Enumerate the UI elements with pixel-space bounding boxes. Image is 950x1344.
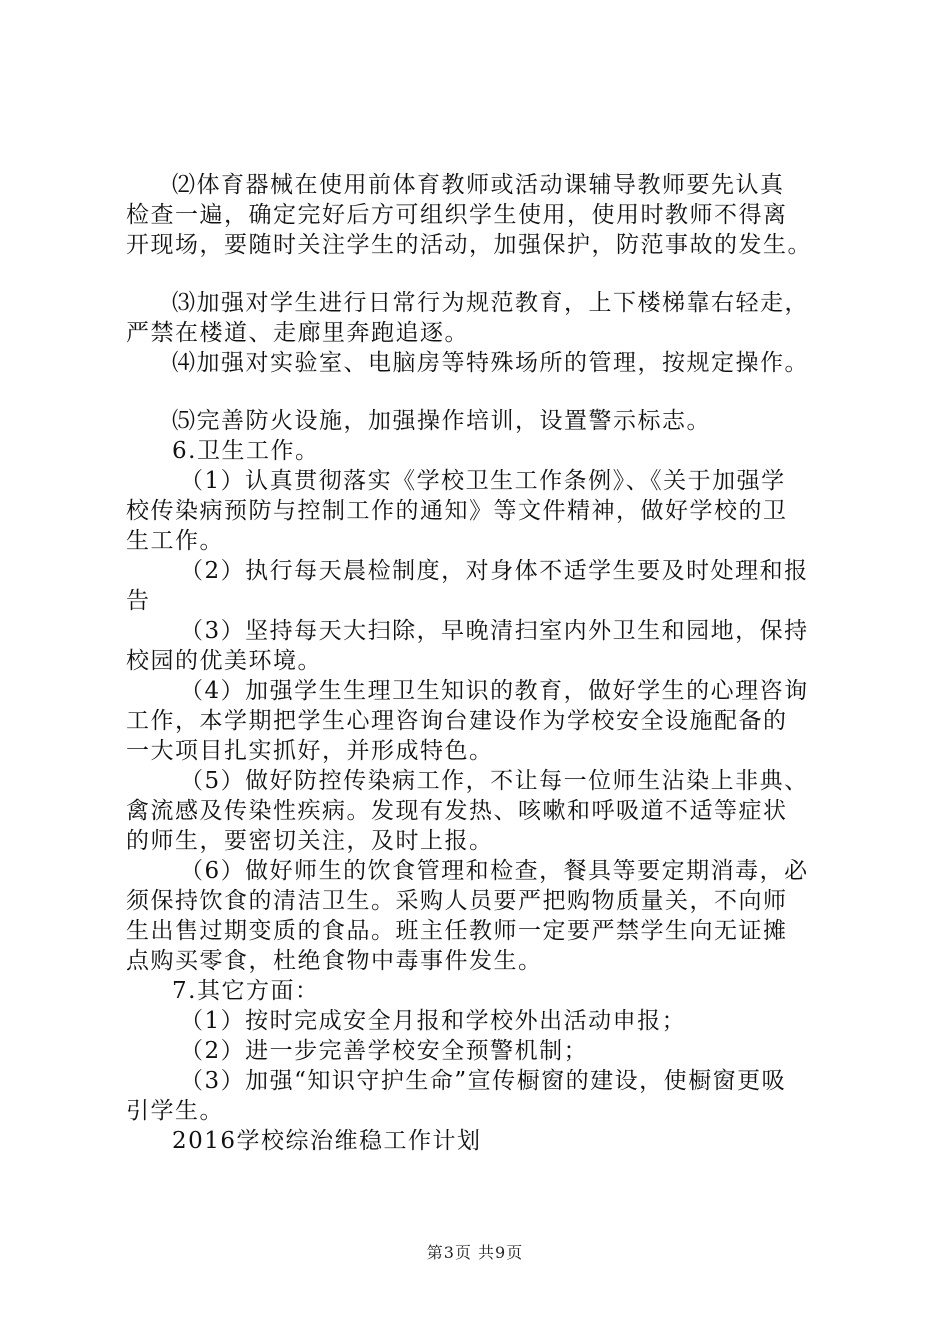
body-line: 一大项目扎实抓好，并形成特色。	[126, 738, 494, 764]
body-line: 工作，本学期把学生心理咨询台建设作为学校安全设施配备的	[126, 708, 788, 734]
body-line: 严禁在楼道、走廊里奔跑追逐。	[126, 320, 469, 346]
body-line: （5）做好防控传染病工作，不让每一位师生沾染上非典、	[180, 768, 809, 794]
body-line: 生出售过期变质的食品。班主任教师一定要严禁学生向无证摊	[126, 918, 788, 944]
body-line: 须保持饮食的清洁卫生。采购人员要严把购物质量关，不向师	[126, 888, 788, 914]
body-line: （2）执行每天晨检制度，对身体不适学生要及时处理和报	[180, 558, 809, 584]
body-line: 校传染病预防与控制工作的通知》等文件精神，做好学校的卫	[126, 498, 788, 524]
body-line: 开现场，要随时关注学生的活动，加强保护，防范事故的发生。	[126, 232, 812, 258]
document-body	[126, 170, 846, 1156]
body-line: （1）按时完成安全月报和学校外出活动申报；	[180, 1008, 687, 1034]
section-heading: 6.卫生工作。	[172, 438, 320, 464]
section-heading: 7.其它方面：	[172, 978, 320, 1004]
body-line: （2）进一步完善学校安全预警机制；	[180, 1038, 589, 1064]
body-line: 引学生。	[126, 1098, 224, 1124]
body-line: 禽流感及传染性疾病。发现有发热、咳嗽和呼吸道不适等症状	[126, 798, 788, 824]
body-line: ⑵体育器械在使用前体育教师或活动课辅导教师要先认真	[172, 172, 785, 198]
body-line: 生工作。	[126, 528, 224, 554]
paragraph-gap	[126, 260, 846, 288]
body-line: 检查一遍，确定完好后方可组织学生使用，使用时教师不得离	[126, 202, 788, 228]
body-line: （4）加强学生生理卫生知识的教育，做好学生的心理咨询	[180, 678, 809, 704]
body-line: 的师生，要密切关注，及时上报。	[126, 828, 494, 854]
body-line: （6）做好师生的饮食管理和检查，餐具等要定期消毒，必	[180, 858, 809, 884]
document-title-line: 2016学校综治维稳工作计划	[172, 1128, 482, 1154]
paragraph-gap	[126, 378, 846, 406]
body-line: （3）坚持每天大扫除，早晚清扫室内外卫生和园地，保持	[180, 618, 809, 644]
body-line: （1）认真贯彻落实《学校卫生工作条例》、《关于加强学	[180, 468, 786, 494]
page-number: 第3页 共9页	[426, 1243, 524, 1262]
body-line: 告	[126, 588, 151, 614]
body-line: ⑷加强对实验室、电脑房等特殊场所的管理，按规定操作。	[172, 350, 809, 376]
body-line: ⑶加强对学生进行日常行为规范教育，上下楼梯靠右轻走，	[172, 290, 809, 316]
body-line: ⑸完善防火设施，加强操作培训，设置警示标志。	[172, 408, 711, 434]
body-line: （3）加强“知识守护生命”宣传橱窗的建设，使橱窗更吸	[180, 1068, 787, 1094]
body-line: 校园的优美环境。	[126, 648, 322, 674]
body-line: 点购买零食，杜绝食物中毒事件发生。	[126, 948, 543, 974]
